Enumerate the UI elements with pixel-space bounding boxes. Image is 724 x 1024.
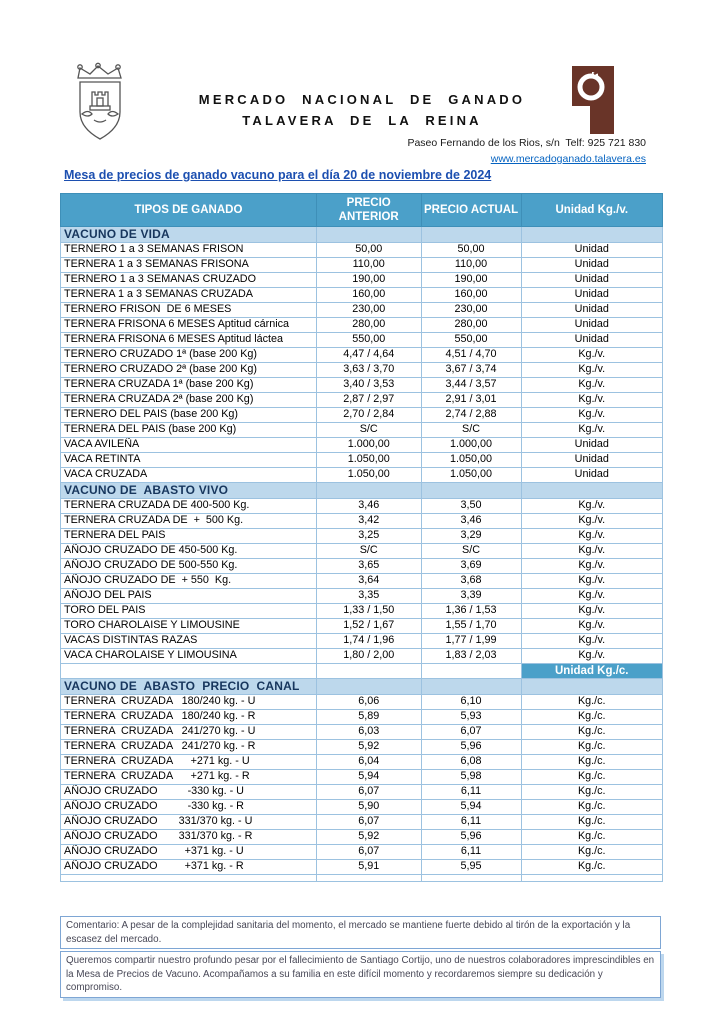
- cell-precio-actual: 1,36 / 1,53: [421, 604, 521, 619]
- cell-precio-anterior: 5,91: [316, 860, 421, 875]
- cell-precio-actual: 3,50: [421, 499, 521, 514]
- cell-precio-anterior: 5,90: [316, 800, 421, 815]
- cell-precio-actual: 5,94: [421, 800, 521, 815]
- cell-unidad: Kg./v.: [521, 559, 663, 574]
- table-row: [61, 589, 663, 604]
- cell-precio-anterior: 3,65: [316, 559, 421, 574]
- table-row: [61, 574, 663, 589]
- cell-tipo: AÑOJO CRUZADO DE 500-550 Kg.: [61, 559, 317, 574]
- cell-precio-actual: 1,83 / 2,03: [421, 649, 521, 664]
- org-title: [168, 90, 556, 132]
- section-filler-cell: [421, 679, 521, 695]
- cell-unidad: Kg./c.: [521, 755, 663, 770]
- cell-unidad: Kg./v.: [521, 514, 663, 529]
- cell-unidad: Unidad: [521, 468, 663, 483]
- cell-tipo: TERNERO FRISON DE 6 MESES: [61, 303, 317, 318]
- cell-unidad: Kg./v.: [521, 348, 663, 363]
- cell-tipo: TERNERA FRISONA 6 MESES Aptitud láctea: [61, 333, 317, 348]
- cell-tipo: AÑOJO CRUZADO DE + 550 Kg.: [61, 574, 317, 589]
- table-row: [61, 800, 663, 815]
- cell-precio-actual: 5,95: [421, 860, 521, 875]
- table-row: [61, 815, 663, 830]
- cell-precio-actual: 5,98: [421, 770, 521, 785]
- cell-precio-actual: 280,00: [421, 318, 521, 333]
- cell-tipo: TERNERA CRUZADA 1ª (base 200 Kg): [61, 378, 317, 393]
- empty-cell: [421, 875, 521, 882]
- cell-precio-actual: 3,69: [421, 559, 521, 574]
- section-label: VACUNO DE ABASTO VIVO: [61, 483, 317, 499]
- cell-precio-actual: 3,68: [421, 574, 521, 589]
- org-name-line1: MERCADO NACIONAL DE GANADO: [198, 92, 526, 107]
- cell-unidad: Kg./c.: [521, 710, 663, 725]
- table-row: [61, 468, 663, 483]
- cell-precio-anterior: 5,92: [316, 740, 421, 755]
- table-row: [61, 634, 663, 649]
- cell-tipo: TERNERA CRUZADA 241/270 kg. - R: [61, 740, 317, 755]
- cell-tipo: TERNERO 1 a 3 SEMANAS CRUZADO: [61, 273, 317, 288]
- table-row: [61, 529, 663, 544]
- cell-precio-actual: 3,67 / 3,74: [421, 363, 521, 378]
- cell-tipo: TERNERA 1 a 3 SEMANAS CRUZADA: [61, 288, 317, 303]
- cell-tipo: AÑOJO CRUZADO +371 kg. - R: [61, 860, 317, 875]
- section-filler-cell: [316, 483, 421, 499]
- cell-tipo: AÑOJO CRUZADO DE 450-500 Kg.: [61, 544, 317, 559]
- cell-unidad: Kg./v.: [521, 378, 663, 393]
- table-row: [61, 273, 663, 288]
- table-row: [61, 559, 663, 574]
- cell-precio-anterior: 50,00: [316, 243, 421, 258]
- table-row: [61, 785, 663, 800]
- section-filler-cell: [316, 227, 421, 243]
- table-row: [61, 453, 663, 468]
- cell-unidad: Kg./v.: [521, 544, 663, 559]
- cell-precio-actual: 230,00: [421, 303, 521, 318]
- cell-unidad: Kg./v.: [521, 529, 663, 544]
- cell-precio-actual: S/C: [421, 544, 521, 559]
- cell-unidad: Kg./v.: [521, 408, 663, 423]
- cell-precio-actual: 190,00: [421, 273, 521, 288]
- table-row: [61, 619, 663, 634]
- cell-precio-anterior: 190,00: [316, 273, 421, 288]
- table-row: [61, 770, 663, 785]
- cell-tipo: AÑOJO CRUZADO +371 kg. - U: [61, 845, 317, 860]
- cell-unidad: Unidad: [521, 303, 663, 318]
- empty-cell: [316, 875, 421, 882]
- col-header-precio-actual: PRECIO ACTUAL: [421, 194, 521, 227]
- table-header-row: [61, 194, 663, 227]
- cell-precio-anterior: 1.050,00: [316, 453, 421, 468]
- cell-tipo: TERNERO 1 a 3 SEMANAS FRISON: [61, 243, 317, 258]
- cell-tipo: TERNERA 1 a 3 SEMANAS FRISONA: [61, 258, 317, 273]
- table-row: [61, 303, 663, 318]
- cell-tipo: TERNERA FRISONA 6 MESES Aptitud cárnica: [61, 318, 317, 333]
- cell-unidad: Unidad: [521, 258, 663, 273]
- cell-precio-anterior: 110,00: [316, 258, 421, 273]
- cell-precio-anterior: 280,00: [316, 318, 421, 333]
- crest-icon: [68, 62, 132, 144]
- cell-tipo: TERNERA CRUZADA +271 kg. - U: [61, 755, 317, 770]
- cell-tipo: TERNERO CRUZADO 1ª (base 200 Kg): [61, 348, 317, 363]
- table-row: [61, 423, 663, 438]
- cell-unidad: Kg./c.: [521, 725, 663, 740]
- section-filler-cell: [521, 483, 663, 499]
- cell-unidad: Kg./c.: [521, 830, 663, 845]
- cell-tipo: TORO DEL PAIS: [61, 604, 317, 619]
- table-row: [61, 649, 663, 664]
- cell-precio-actual: 3,44 / 3,57: [421, 378, 521, 393]
- org-name-line2: TALAVERA DE LA REINA: [242, 112, 482, 128]
- cell-precio-anterior: 3,63 / 3,70: [316, 363, 421, 378]
- cell-precio-actual: 1.050,00: [421, 468, 521, 483]
- cell-unidad: Kg./v.: [521, 499, 663, 514]
- cell-precio-actual: 1.000,00: [421, 438, 521, 453]
- cell-unidad: Kg./v.: [521, 604, 663, 619]
- cell-precio-anterior: 230,00: [316, 303, 421, 318]
- section-filler-cell: [421, 483, 521, 499]
- cell-precio-anterior: 160,00: [316, 288, 421, 303]
- empty-cell: [521, 875, 663, 882]
- cell-precio-actual: 6,11: [421, 785, 521, 800]
- cell-tipo: AÑOJO CRUZADO 331/370 kg. - U: [61, 815, 317, 830]
- table-row: [61, 393, 663, 408]
- table-row: [61, 710, 663, 725]
- cell-tipo: TERNERO CRUZADO 2ª (base 200 Kg): [61, 363, 317, 378]
- cell-tipo: AÑOJO DEL PAIS: [61, 589, 317, 604]
- col-header-tipos-de-ganado: TIPOS DE GANADO: [61, 194, 317, 227]
- cell-precio-actual: 4,51 / 4,70: [421, 348, 521, 363]
- table-row: [61, 740, 663, 755]
- table-row: [61, 348, 663, 363]
- section-header-row: [61, 483, 663, 499]
- cell-precio-anterior: 1,52 / 1,67: [316, 619, 421, 634]
- cell-tipo: TERNERA DEL PAIS (base 200 Kg): [61, 423, 317, 438]
- cell-precio-anterior: 4,47 / 4,64: [316, 348, 421, 363]
- section-header-row: [61, 679, 663, 695]
- table-row: [61, 845, 663, 860]
- empty-cell: [316, 664, 421, 679]
- cell-precio-actual: 1.050,00: [421, 453, 521, 468]
- talavera-crest-logo: [68, 62, 132, 149]
- cell-precio-anterior: S/C: [316, 423, 421, 438]
- cell-unidad: Kg./c.: [521, 785, 663, 800]
- cell-precio-anterior: 1,80 / 2,00: [316, 649, 421, 664]
- spacer-row: [61, 875, 663, 882]
- cell-precio-anterior: 6,04: [316, 755, 421, 770]
- cell-unidad: Unidad: [521, 333, 663, 348]
- section-filler-cell: [521, 227, 663, 243]
- section-label: VACUNO DE ABASTO PRECIO CANAL: [61, 679, 317, 695]
- cell-tipo: TERNERA CRUZADA DE + 500 Kg.: [61, 514, 317, 529]
- price-table: [60, 193, 663, 882]
- cell-tipo: VACA RETINTA: [61, 453, 317, 468]
- cell-unidad: Kg./v.: [521, 619, 663, 634]
- cell-precio-anterior: 6,07: [316, 845, 421, 860]
- cell-precio-actual: 1,77 / 1,99: [421, 634, 521, 649]
- cell-unidad: Unidad: [521, 243, 663, 258]
- cell-tipo: VACAS DISTINTAS RAZAS: [61, 634, 317, 649]
- cell-tipo: AÑOJO CRUZADO 331/370 kg. - R: [61, 830, 317, 845]
- cell-unidad: Kg./c.: [521, 695, 663, 710]
- cell-unidad: Kg./v.: [521, 363, 663, 378]
- comment-box-condolence: Queremos compartir nuestro profundo pesar por el fallecimiento de Santiago Cortijo, uno de nuestros colaboradores imprescindibles en la Mesa de Precios de Vacuno. Acompañamos a su familia en este difícil momento y recordaremos siempre su dedicación y compromiso.: [60, 951, 661, 998]
- cell-unidad: Kg./c.: [521, 860, 663, 875]
- cell-precio-actual: 160,00: [421, 288, 521, 303]
- table-row: [61, 318, 663, 333]
- cell-precio-anterior: 1,33 / 1,50: [316, 604, 421, 619]
- cell-tipo: VACA CHAROLAISE Y LIMOUSINA: [61, 649, 317, 664]
- cell-tipo: VACA CRUZADA: [61, 468, 317, 483]
- table-row: [61, 830, 663, 845]
- cell-precio-anterior: 2,87 / 2,97: [316, 393, 421, 408]
- cell-tipo: AÑOJO CRUZADO -330 kg. - U: [61, 785, 317, 800]
- cell-precio-anterior: 1,74 / 1,96: [316, 634, 421, 649]
- cell-precio-actual: 110,00: [421, 258, 521, 273]
- empty-cell: [61, 875, 317, 882]
- table-row: [61, 755, 663, 770]
- empty-cell: [61, 664, 317, 679]
- cell-unidad: Kg./v.: [521, 634, 663, 649]
- unit-canal-row: [61, 664, 663, 679]
- cell-precio-actual: 5,96: [421, 830, 521, 845]
- cell-unidad: Kg./c.: [521, 815, 663, 830]
- cell-precio-anterior: 3,35: [316, 589, 421, 604]
- cell-precio-actual: 50,00: [421, 243, 521, 258]
- cell-precio-anterior: 1.000,00: [316, 438, 421, 453]
- cell-tipo: TERNERO DEL PAIS (base 200 Kg): [61, 408, 317, 423]
- cell-precio-anterior: 3,25: [316, 529, 421, 544]
- cell-tipo: TORO CHAROLAISE Y LIMOUSINE: [61, 619, 317, 634]
- cell-precio-actual: S/C: [421, 423, 521, 438]
- section-label: VACUNO DE VIDA: [61, 227, 317, 243]
- table-row: [61, 499, 663, 514]
- table-row: [61, 258, 663, 273]
- table-row: [61, 860, 663, 875]
- section-filler-cell: [316, 679, 421, 695]
- section-filler-cell: [521, 679, 663, 695]
- cell-precio-actual: 6,10: [421, 695, 521, 710]
- cell-unidad: Kg./c.: [521, 740, 663, 755]
- table-row: [61, 438, 663, 453]
- cell-precio-actual: 2,74 / 2,88: [421, 408, 521, 423]
- market-logo-icon: [572, 66, 616, 136]
- cell-unidad: Kg./v.: [521, 393, 663, 408]
- cell-tipo: TERNERA CRUZADA 241/270 kg. - U: [61, 725, 317, 740]
- section-header-row: [61, 227, 663, 243]
- cell-precio-actual: 2,91 / 3,01: [421, 393, 521, 408]
- cell-precio-actual: 6,11: [421, 845, 521, 860]
- cell-unidad: Kg./c.: [521, 845, 663, 860]
- cell-tipo: TERNERA CRUZADA 2ª (base 200 Kg): [61, 393, 317, 408]
- price-table-wrap: [60, 193, 663, 882]
- cell-precio-actual: 5,93: [421, 710, 521, 725]
- table-row: [61, 378, 663, 393]
- cell-precio-anterior: 3,46: [316, 499, 421, 514]
- cell-unidad: Kg./v.: [521, 589, 663, 604]
- cell-tipo: AÑOJO CRUZADO -330 kg. - R: [61, 800, 317, 815]
- table-row: [61, 333, 663, 348]
- cell-unidad: Kg./c.: [521, 800, 663, 815]
- cell-precio-anterior: 1.050,00: [316, 468, 421, 483]
- cell-precio-anterior: 6,06: [316, 695, 421, 710]
- table-row: [61, 695, 663, 710]
- cell-tipo: VACA AVILEÑA: [61, 438, 317, 453]
- cell-precio-anterior: S/C: [316, 544, 421, 559]
- cell-precio-anterior: 6,07: [316, 785, 421, 800]
- cell-precio-anterior: 3,42: [316, 514, 421, 529]
- cell-tipo: TERNERA CRUZADA +271 kg. - R: [61, 770, 317, 785]
- section-filler-cell: [421, 227, 521, 243]
- cell-precio-actual: 3,46: [421, 514, 521, 529]
- cell-precio-anterior: 3,40 / 3,53: [316, 378, 421, 393]
- cell-precio-anterior: 5,89: [316, 710, 421, 725]
- table-row: [61, 725, 663, 740]
- cell-unidad: Unidad: [521, 318, 663, 333]
- cell-unidad: Unidad: [521, 438, 663, 453]
- price-table-body: [61, 227, 663, 882]
- table-row: [61, 243, 663, 258]
- doc-title: Mesa de precios de ganado vacuno para el día 20 de noviembre de 2024: [64, 168, 492, 182]
- cell-precio-anterior: 3,64: [316, 574, 421, 589]
- cell-unidad: Unidad: [521, 288, 663, 303]
- table-row: [61, 288, 663, 303]
- cell-unidad: Kg./v.: [521, 649, 663, 664]
- table-row: [61, 604, 663, 619]
- cell-tipo: TERNERA CRUZADA DE 400-500 Kg.: [61, 499, 317, 514]
- cell-precio-actual: 5,96: [421, 740, 521, 755]
- market-logo: [572, 66, 616, 141]
- table-row: [61, 408, 663, 423]
- empty-cell: [421, 664, 521, 679]
- cell-precio-anterior: 6,03: [316, 725, 421, 740]
- col-header-unidad: Unidad Kg./v.: [521, 194, 663, 227]
- address-line: Paseo Fernando de los Rios, s/n Telf: 925 721 830: [407, 137, 646, 149]
- cell-precio-actual: 550,00: [421, 333, 521, 348]
- cell-precio-anterior: 5,92: [316, 830, 421, 845]
- contact-block: [407, 137, 646, 167]
- website-link[interactable]: www.mercadoganado.talavera.es: [490, 153, 646, 165]
- cell-precio-anterior: 550,00: [316, 333, 421, 348]
- cell-unidad: Kg./c.: [521, 770, 663, 785]
- cell-precio-anterior: 5,94: [316, 770, 421, 785]
- col-header-precio-anterior: PRECIO ANTERIOR: [316, 194, 421, 227]
- cell-precio-actual: 1,55 / 1,70: [421, 619, 521, 634]
- cell-precio-actual: 6,08: [421, 755, 521, 770]
- cell-precio-actual: 3,29: [421, 529, 521, 544]
- cell-unidad: Kg./v.: [521, 423, 663, 438]
- cell-precio-actual: 6,11: [421, 815, 521, 830]
- cell-unidad: Unidad: [521, 273, 663, 288]
- cell-precio-anterior: 6,07: [316, 815, 421, 830]
- table-row: [61, 363, 663, 378]
- table-row: [61, 514, 663, 529]
- unit-canal-label: Unidad Kg./c.: [521, 664, 663, 679]
- cell-precio-anterior: 2,70 / 2,84: [316, 408, 421, 423]
- cell-precio-actual: 6,07: [421, 725, 521, 740]
- table-row: [61, 544, 663, 559]
- cell-tipo: TERNERA CRUZADA 180/240 kg. - R: [61, 710, 317, 725]
- comment-box-market: Comentario: A pesar de la complejidad sanitaria del momento, el mercado se mantiene fuerte debido al tirón de la exportación y la escasez del mercado.: [60, 916, 661, 949]
- cell-tipo: TERNERA DEL PAIS: [61, 529, 317, 544]
- cell-unidad: Unidad: [521, 453, 663, 468]
- cell-precio-actual: 3,39: [421, 589, 521, 604]
- cell-unidad: Kg./v.: [521, 574, 663, 589]
- cell-tipo: TERNERA CRUZADA 180/240 kg. - U: [61, 695, 317, 710]
